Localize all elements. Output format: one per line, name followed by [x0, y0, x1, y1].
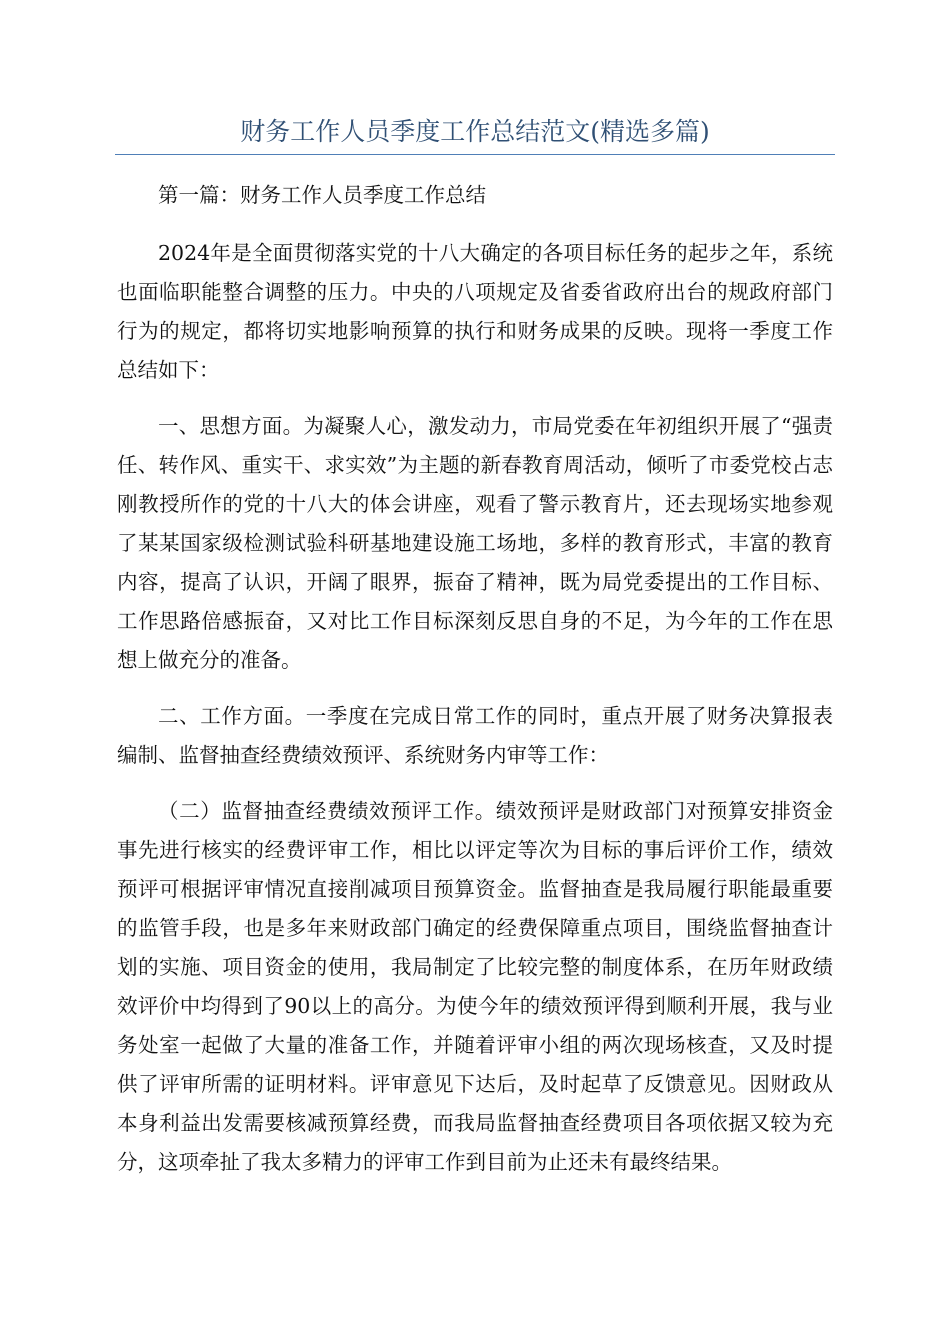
paragraph-work: 二、工作方面。一季度在完成日常工作的同时，重点开展了财务决算报表编制、监督抽查经费绩效预评、系统财务内审等工作： [117, 704, 833, 767]
document-body [117, 176, 833, 1199]
paragraph-thinking: 一、思想方面。为凝聚人心，激发动力，市局党委在年初组织开展了“强责任、转作风、重实干、求实效”为主题的新春教育周活动，倾听了市委党校占志刚教授所作的党的十八大的体会讲座，观看了警示教育片，还去现场实地参观了某某国家级检测试验科研基地建设施工场地，多样的教育形式，丰富的教育内容，提高了认识，开阔了眼界，振奋了精神，既为局党委提出的工作目标、工作思路倍感振奋，又对比工作目标深刻反思自身的不足，为今年的工作在思想上做充分的准备。 [117, 414, 833, 672]
paragraph-performance-review: （二）监督抽查经费绩效预评工作。绩效预评是财政部门对预算安排资金事先进行核实的经费评审工作，相比以评定等次为目标的事后评价工作，绩效预评可根据评审情况直接削减项目预算资金。监督抽查是我局履行职能最重要的监管手段，也是多年来财政部门确定的经费保障重点项目，围绕监督抽查计划的实施、项目资金的使用，我局制定了比较完整的制度体系，在历年财政绩效评价中均得到了90以上的高分。为使今年的绩效预评得到顺利开展，我与业务处室一起做了大量的准备工作，并随着评审小组的两次现场核查，又及时提供了评审所需的证明材料。评审意见下达后，及时起草了反馈意见。因财政从本身利益出发需要核减预算经费，而我局监督抽查经费项目各项依据又较为充分，这项牵扯了我太多精力的评审工作到目前为止还未有最终结果。 [117, 799, 833, 1174]
section-heading: 第一篇：财务工作人员季度工作总结 [158, 183, 486, 207]
title-underline [115, 154, 835, 155]
document-title: 财务工作人员季度工作总结范文(精选多篇) [240, 117, 710, 146]
paragraph-intro: 2024年是全面贯彻落实党的十八大确定的各项目标任务的起步之年，系统也面临职能整合调整的压力。中央的八项规定及省委省政府出台的规政府部门行为的规定，都将切实地影响预算的执行和财务成果的反映。现将一季度工作总结如下： [117, 241, 833, 382]
